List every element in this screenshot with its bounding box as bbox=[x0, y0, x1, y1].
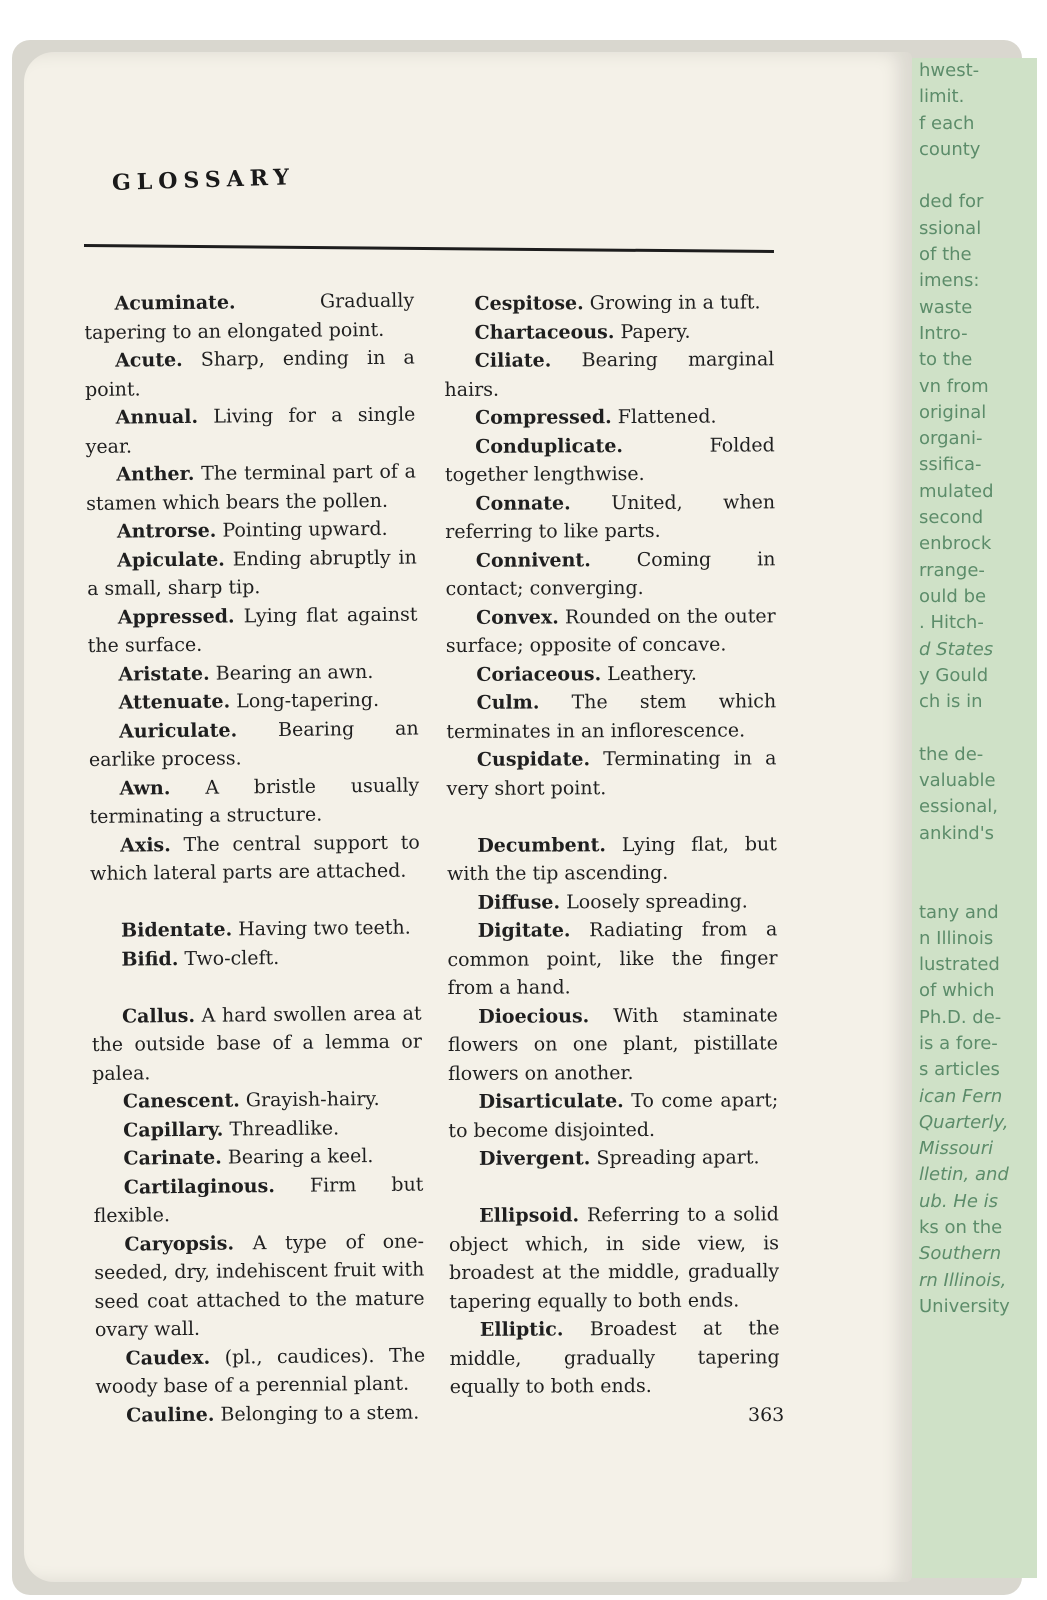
glossary-entry bbox=[93, 1141, 423, 1173]
page-number: 363 bbox=[748, 1404, 785, 1426]
cover-text-line: . Hitch- bbox=[919, 612, 984, 634]
glossary-entry bbox=[448, 1001, 778, 1088]
back-cover-flap bbox=[895, 58, 1037, 1578]
glossary-definition: Gradually tapering to an elongated point. bbox=[84, 289, 415, 344]
glossary-entry bbox=[93, 1113, 423, 1145]
glossary-definition: Folded together lengthwise. bbox=[444, 433, 775, 486]
glossary-term: Antrorse. bbox=[116, 519, 217, 543]
cover-text-fragments bbox=[897, 58, 1037, 1320]
glossary-definition: Growing in a tuft. bbox=[589, 291, 761, 315]
glossary-entry bbox=[447, 830, 777, 889]
glossary-definition: A hard swollen area at the outside base of a lemma or palea. bbox=[91, 1002, 423, 1085]
section-gap bbox=[90, 885, 420, 917]
glossary-definition: Spreading apart. bbox=[596, 1146, 760, 1170]
cover-gap bbox=[897, 163, 1037, 189]
glossary-definition: United, when referring to like parts. bbox=[445, 490, 776, 543]
glossary-term: Caryopsis. bbox=[124, 1231, 235, 1256]
glossary-definition: The stem which terminates in an inflorescence. bbox=[446, 690, 777, 743]
glossary-term: Acuminate. bbox=[114, 291, 236, 315]
glossary-entry bbox=[448, 1086, 778, 1145]
glossary-term: Capillary. bbox=[123, 1118, 224, 1142]
glossary-term: Elliptic. bbox=[479, 1318, 564, 1341]
glossary-definition: A bristle usually terminating a structure. bbox=[89, 774, 420, 828]
glossary-definition: The terminal part of a stamen which bears the pollen. bbox=[86, 460, 417, 515]
glossary-term: Appressed. bbox=[117, 604, 235, 629]
glossary-entry bbox=[93, 1170, 424, 1230]
glossary-entry bbox=[86, 458, 417, 518]
cover-text-line: vn from bbox=[919, 375, 989, 397]
glossary-term: Aristate. bbox=[118, 662, 210, 686]
cover-text-line: ould be bbox=[919, 585, 987, 607]
glossary-entry bbox=[445, 431, 775, 490]
cover-text-line: f each bbox=[919, 112, 975, 134]
glossary-entry bbox=[444, 288, 774, 318]
glossary-term: Cauline. bbox=[126, 1403, 215, 1427]
glossary-term: Anther. bbox=[116, 462, 195, 486]
cover-text-line: original bbox=[919, 401, 987, 423]
cover-text-line: y Gould bbox=[919, 664, 989, 686]
glossary-entry bbox=[446, 602, 776, 661]
glossary-definition: Grayish-hairy. bbox=[245, 1087, 380, 1112]
glossary-definition: Flattened. bbox=[617, 405, 717, 429]
glossary-term: Caudex. bbox=[125, 1346, 211, 1370]
cover-text-line: second bbox=[919, 507, 984, 529]
book-page bbox=[24, 52, 912, 1582]
glossary-term: Divergent. bbox=[478, 1147, 591, 1170]
cover-gap bbox=[897, 873, 1037, 899]
cover-text-line: ch is in bbox=[919, 691, 983, 713]
glossary-entry bbox=[88, 686, 418, 718]
glossary-term: Decumbent. bbox=[477, 833, 606, 857]
page-heading: GLOSSARY bbox=[111, 164, 296, 196]
glossary-term: Annual. bbox=[115, 405, 199, 429]
cover-gap bbox=[897, 715, 1037, 741]
glossary-definition: Bearing an earlike process. bbox=[88, 717, 419, 771]
glossary-term: Cartilaginous. bbox=[123, 1174, 275, 1199]
glossary-entry bbox=[446, 744, 776, 803]
glossary-definition: Bearing an awn. bbox=[215, 660, 374, 685]
glossary-definition: Pointing upward. bbox=[222, 517, 388, 542]
glossary-definition: With staminate flowers on one plant, pistillate flowers on another. bbox=[447, 1003, 779, 1085]
cover-text-line: n Illinois bbox=[919, 927, 994, 949]
glossary-definition: Lying flat against the surface. bbox=[87, 603, 418, 657]
glossary-definition: Bearing marginal hairs. bbox=[444, 348, 775, 401]
cover-text-line: ican Fern bbox=[919, 1085, 1003, 1107]
glossary-entry bbox=[86, 515, 416, 547]
glossary-definition: The central support to which lateral parts are attached. bbox=[90, 831, 420, 885]
glossary-definition: Radiating from a common point, like the finger from a hand. bbox=[447, 918, 778, 999]
glossary-entry bbox=[88, 714, 419, 774]
glossary-definition: Bearing a keel. bbox=[227, 1145, 374, 1169]
glossary-definition: Long-tapering. bbox=[236, 688, 380, 713]
glossary-entry bbox=[447, 887, 777, 917]
glossary-definition: Coming in contact; converging. bbox=[445, 547, 776, 600]
glossary-entry bbox=[90, 828, 421, 888]
glossary-entry bbox=[94, 1227, 425, 1344]
glossary-entry bbox=[92, 1085, 422, 1117]
glossary-definition: Threadlike. bbox=[229, 1116, 340, 1141]
glossary-entry bbox=[448, 1143, 778, 1173]
glossary-definition: Sharp, ending in a point. bbox=[84, 346, 415, 401]
glossary-term: Ellipsoid. bbox=[479, 1204, 580, 1227]
cover-text-line: enbrock bbox=[919, 533, 992, 555]
glossary-term: Cespitose. bbox=[474, 292, 584, 315]
glossary-entry bbox=[85, 344, 416, 404]
cover-text-line: to the bbox=[919, 349, 973, 371]
glossary-entry bbox=[446, 659, 776, 689]
glossary-definition: Two-cleft. bbox=[184, 946, 280, 970]
glossary-entry bbox=[87, 543, 418, 603]
cover-text-line: rrange- bbox=[919, 559, 985, 581]
glossary-term: Bifid. bbox=[121, 947, 179, 971]
cover-text-line: Southern bbox=[919, 1243, 1002, 1265]
glossary-definition: To come apart; to become disjointed. bbox=[448, 1089, 779, 1142]
glossary-definition: Terminating in a very short point. bbox=[446, 747, 777, 800]
glossary-entry bbox=[446, 687, 776, 746]
glossary-definition: Belonging to a stem. bbox=[220, 1401, 420, 1426]
cover-text-line: lletin, and bbox=[919, 1164, 1009, 1186]
glossary-term: Conduplicate. bbox=[475, 434, 624, 458]
glossary-entry bbox=[91, 942, 421, 974]
glossary-term: Culm. bbox=[476, 691, 540, 714]
glossary-term: Dioecious. bbox=[478, 1004, 590, 1028]
glossary-entry bbox=[445, 545, 775, 604]
glossary-term: Disarticulate. bbox=[478, 1090, 624, 1113]
cover-text-line: lustrated bbox=[919, 954, 1000, 976]
glossary-entry bbox=[91, 914, 421, 946]
cover-text-line: is a fore- bbox=[919, 1032, 998, 1054]
glossary-term: Auriculate. bbox=[118, 718, 238, 743]
glossary-term: Awn. bbox=[119, 776, 171, 800]
cover-text-line: ssifica- bbox=[919, 454, 982, 476]
cover-gap bbox=[897, 847, 1037, 873]
glossary-entry bbox=[447, 915, 777, 1002]
section-gap bbox=[91, 971, 421, 1003]
cover-text-line: ankind's bbox=[919, 822, 995, 844]
cover-text-line: tany and bbox=[919, 901, 999, 923]
glossary-term: Attenuate. bbox=[118, 690, 231, 714]
cover-text-line: ub. He is bbox=[919, 1190, 998, 1212]
glossary-entry bbox=[85, 401, 416, 461]
glossary-entry bbox=[89, 771, 420, 831]
glossary-definition: Papery. bbox=[620, 320, 691, 343]
cover-text-line: hwest- bbox=[919, 60, 980, 81]
glossary-definition: Lying flat, but with the tip ascending. bbox=[447, 832, 777, 885]
cover-text-line: ssional bbox=[919, 217, 982, 239]
section-gap bbox=[447, 801, 777, 831]
cover-text-line: of which bbox=[919, 980, 995, 1002]
glossary-definition: Broadest at the middle, gradually tapering equally to both ends. bbox=[449, 1317, 780, 1398]
glossary-column-left bbox=[84, 287, 426, 1430]
glossary-term: Axis. bbox=[120, 833, 171, 857]
cover-text-line: imens: bbox=[919, 270, 980, 292]
glossary-column-right bbox=[444, 288, 780, 1401]
glossary-definition: (pl., caudices). The woody base of a perennial plant. bbox=[95, 1343, 426, 1398]
glossary-term: Connivent. bbox=[475, 548, 591, 572]
cover-text-line: Missouri bbox=[919, 1138, 994, 1160]
cover-text-line: of the bbox=[919, 244, 972, 266]
glossary-definition: Firm but flexible. bbox=[93, 1172, 424, 1227]
glossary-definition: Loosely spreading. bbox=[566, 889, 748, 913]
glossary-entry bbox=[96, 1398, 426, 1430]
cover-text-line: limit. bbox=[919, 86, 965, 108]
glossary-definition: Referring to a solid object which, in side view, is broadest at the middle, gradually tapering equally to both ends. bbox=[448, 1203, 780, 1313]
glossary-term: Ciliate. bbox=[474, 349, 552, 372]
glossary-entry bbox=[88, 657, 418, 689]
glossary-definition: Living for a single year. bbox=[85, 403, 416, 458]
glossary-entry bbox=[444, 317, 774, 347]
glossary-definition: A type of one-seeded, dry, indehiscent fruit with seed coat attached to the mature ovary wall. bbox=[94, 1229, 425, 1341]
section-gap bbox=[449, 1172, 779, 1202]
glossary-term: Carinate. bbox=[123, 1146, 222, 1170]
glossary-entry bbox=[449, 1314, 779, 1401]
glossary-term: Compressed. bbox=[475, 406, 612, 429]
glossary-term: Canescent. bbox=[122, 1089, 240, 1113]
cover-text-line: valuable bbox=[919, 770, 996, 792]
glossary-definition: Ending abruptly in a small, sharp tip. bbox=[87, 546, 417, 600]
cover-text-line: rn Illinois, bbox=[919, 1269, 1007, 1291]
glossary-entry bbox=[84, 287, 415, 347]
cover-text-line: s articles bbox=[919, 1059, 1000, 1081]
glossary-term: Callus. bbox=[121, 1004, 196, 1028]
glossary-term: Bidentate. bbox=[120, 918, 233, 942]
glossary-definition: Rounded on the outer surface; opposite of concave. bbox=[445, 604, 776, 657]
cover-text-line: mulated bbox=[919, 480, 994, 502]
glossary-term: Apiculate. bbox=[117, 548, 225, 572]
glossary-entry bbox=[444, 345, 774, 404]
cover-text-line: ks on the bbox=[919, 1217, 1003, 1239]
glossary-definition: Having two teeth. bbox=[238, 916, 411, 941]
glossary-entry bbox=[445, 488, 775, 547]
glossary-term: Convex. bbox=[476, 605, 559, 629]
glossary-entry bbox=[95, 1341, 426, 1401]
cover-text-line: county bbox=[919, 138, 981, 160]
cover-text-line: essional, bbox=[919, 796, 999, 818]
cover-text-line: Quarterly, bbox=[919, 1111, 1009, 1133]
cover-text-line: University bbox=[919, 1295, 1010, 1317]
heading-rule bbox=[84, 244, 774, 253]
glossary-entry bbox=[449, 1200, 780, 1316]
cover-text-line: Intro- bbox=[919, 322, 968, 344]
glossary-term: Coriaceous. bbox=[476, 662, 602, 686]
cover-text-line: waste bbox=[919, 296, 973, 318]
glossary-entry bbox=[91, 999, 422, 1088]
glossary-entry bbox=[87, 600, 418, 660]
glossary-term: Diffuse. bbox=[477, 890, 561, 914]
glossary-term: Cuspidate. bbox=[476, 748, 591, 771]
glossary-term: Connate. bbox=[475, 491, 571, 515]
cover-text-line: ded for bbox=[919, 191, 984, 213]
cover-text-line: d States bbox=[919, 638, 994, 660]
glossary-entry bbox=[445, 402, 775, 432]
cover-text-line: Ph.D. de- bbox=[919, 1006, 1002, 1028]
cover-text-line: the de- bbox=[919, 743, 984, 765]
glossary-term: Digitate. bbox=[477, 919, 571, 942]
glossary-definition: Leathery. bbox=[607, 662, 697, 685]
cover-text-line: organi- bbox=[919, 428, 983, 450]
glossary-term: Acute. bbox=[115, 348, 183, 372]
glossary-term: Chartaceous. bbox=[474, 320, 615, 344]
